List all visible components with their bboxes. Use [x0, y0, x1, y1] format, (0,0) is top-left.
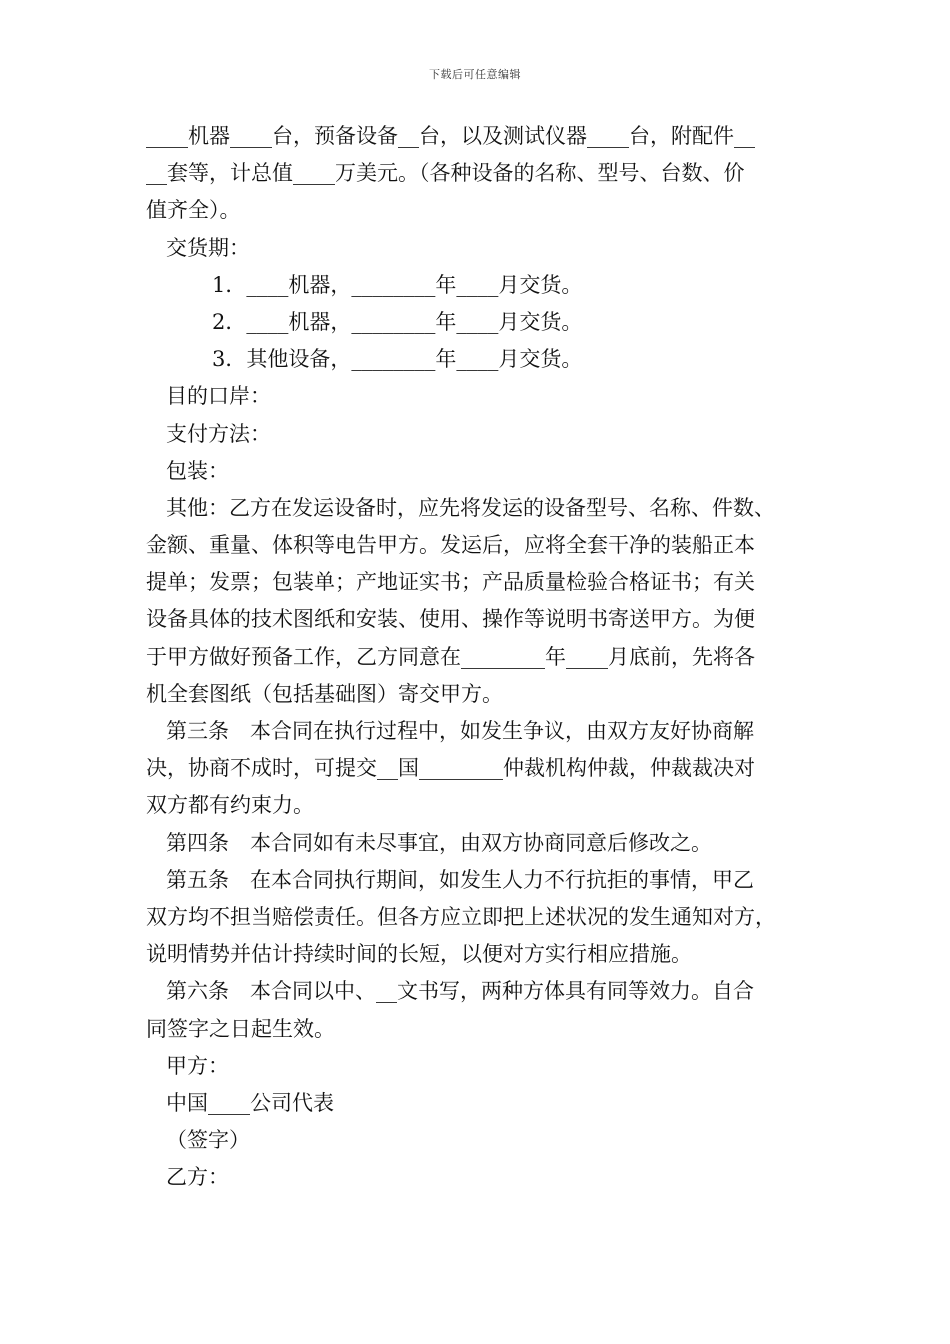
document-line: 设备具体的技术图纸和安装、使用、操作等说明书寄送甲方。为便	[146, 607, 755, 632]
document-line: 机全套图纸（包括基础图）寄交甲方。	[146, 681, 503, 706]
document-line: 说明情势并估计持续时间的长短，以便对方实行相应措施。	[146, 942, 692, 967]
document-line: 决，协商不成时，可提交__国________仲裁机构仲裁，仲裁裁决对	[146, 756, 755, 781]
document-line: 支付方法：	[166, 421, 271, 446]
document-line: ____机器____台，预备设备__台，以及测试仪器____台，附配件__	[146, 124, 755, 148]
document-line: 2．____机器，________年____月交货。	[212, 309, 583, 334]
document-line: 第六条 本合同以中、__文书写，两种方体具有同等效力。自合	[166, 979, 754, 1004]
document-line: 乙方：	[166, 1165, 229, 1190]
document-line: （签字）	[166, 1128, 250, 1153]
document-line: 值齐全）。	[146, 198, 241, 223]
document-line: 第四条 本合同如有未尽事宜，由双方协商同意后修改之。	[166, 830, 712, 855]
document-line: 其他：乙方在发运设备时，应先将发运的设备型号、名称、件数、	[166, 495, 775, 520]
document-line: 第三条 本合同在执行过程中，如发生争议，由双方友好协商解	[166, 719, 754, 743]
document-line: 提单；发票；包装单；产地证实书；产品质量检验合格证书；有关	[146, 570, 755, 595]
document-line: 金额、重量、体积等电告甲方。发运后，应将全套干净的装船正本	[146, 533, 755, 558]
document-line: 第五条 在本合同执行期间，如发生人力不行抗拒的事情，甲乙	[166, 867, 754, 892]
document-line: 交货期：	[166, 235, 250, 260]
document-line: 中国____公司代表	[166, 1090, 334, 1115]
document-line: 包装：	[166, 458, 229, 483]
document-line: 目的口岸：	[166, 384, 271, 409]
document-line: 同签字之日起生效。	[146, 1016, 335, 1041]
document-line: __套等，计总值____万美元。（各种设备的名称、型号、台数、价	[146, 161, 745, 186]
contract-body	[146, 118, 832, 1196]
document-line: 1．____机器，________年____月交货。	[212, 272, 583, 297]
document-line: 双方均不担当赔偿责任。但各方应立即把上述状况的发生通知对方，	[146, 904, 776, 929]
document-line: 3．其他设备，________年____月交货。	[212, 347, 583, 372]
document-line: 于甲方做好预备工作，乙方同意在________年____月底前，先将各	[146, 644, 755, 669]
page-header-note: 下载后可任意编辑	[429, 68, 521, 81]
document-line: 双方都有约束力。	[146, 793, 314, 818]
document-line: 甲方：	[166, 1053, 229, 1078]
